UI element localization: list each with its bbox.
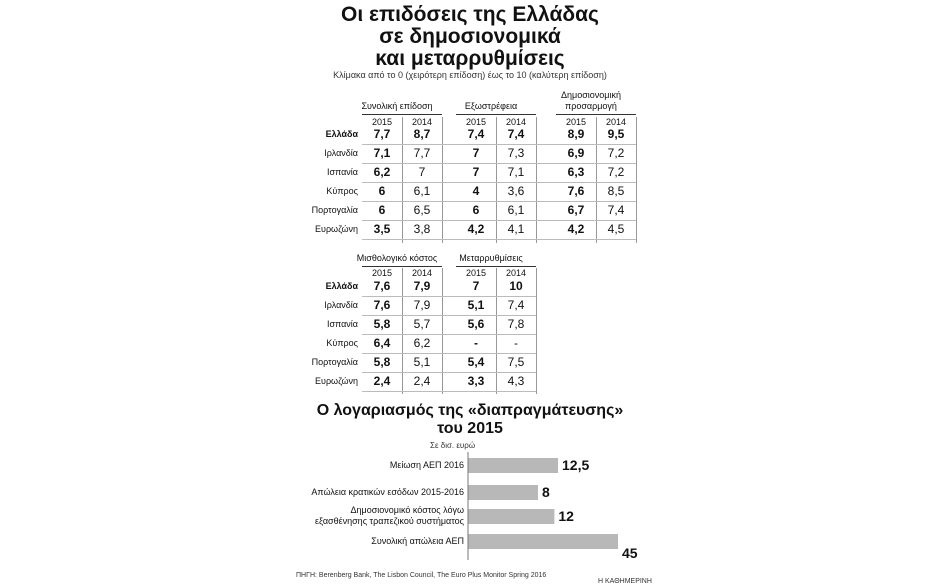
table-cell: 5,6 xyxy=(467,317,485,331)
year-label: 2014 xyxy=(505,117,527,127)
row-label: Ελλάδα xyxy=(325,129,358,139)
row-label: Πορτογαλία xyxy=(311,357,358,367)
table-cell: 7,3 xyxy=(507,146,525,160)
table-cell: - xyxy=(514,336,518,350)
row-label: Κύπρος xyxy=(326,186,358,196)
table-cell: 7 xyxy=(472,165,480,179)
table-cell: 6,9 xyxy=(567,146,585,160)
table-cell: 7,9 xyxy=(413,279,431,293)
table-cell: 6,4 xyxy=(373,336,391,350)
row-rule xyxy=(362,334,536,335)
table-cell: 6,5 xyxy=(413,203,431,217)
table-cell: 7,7 xyxy=(413,146,431,160)
column-divider xyxy=(442,117,443,243)
column-divider xyxy=(442,268,443,394)
column-divider xyxy=(636,117,637,243)
table-cell: 7 xyxy=(418,165,426,179)
table-cell: 4,3 xyxy=(507,374,525,388)
table-cell: 7,2 xyxy=(607,146,625,160)
table-cell: 6,1 xyxy=(413,184,431,198)
table-cell: 7 xyxy=(472,279,480,293)
header-rule xyxy=(362,114,442,115)
table-cell: 6,2 xyxy=(413,336,431,350)
row-rule xyxy=(362,296,536,297)
table-cell: 7 xyxy=(472,146,480,160)
year-label: 2015 xyxy=(371,268,393,278)
row-rule xyxy=(362,144,636,145)
table-cell: 6,2 xyxy=(373,165,391,179)
title-line-2: σε δημοσιονομικά xyxy=(379,25,561,48)
table-cell: 6 xyxy=(378,203,386,217)
table-cell: 4,5 xyxy=(607,222,625,236)
bar-category-label: Δημοσιονομικό κόστος λόγω xyxy=(350,505,464,515)
row-label: Πορτογαλία xyxy=(311,205,358,215)
column-header: Συνολική επίδοση xyxy=(361,101,433,111)
bar xyxy=(468,534,618,549)
bar-category-label: Απώλεια κρατικών εσόδων 2015-2016 xyxy=(311,487,464,497)
table-cell: 2,4 xyxy=(413,374,431,388)
row-label: Ισπανία xyxy=(326,167,358,177)
row-rule xyxy=(362,391,536,392)
year-label: 2014 xyxy=(505,268,527,278)
row-label: Ευρωζώνη xyxy=(315,376,358,386)
publisher-brand: Η ΚΑΘΗΜΕΡΙΝΗ xyxy=(598,578,652,585)
row-rule xyxy=(362,315,536,316)
table-cell: 7,6 xyxy=(373,298,391,312)
column-header: προσαρμογή xyxy=(565,101,617,111)
bar-category-label: Συνολική απώλεια ΑΕΠ xyxy=(371,536,464,546)
table-cell: 5,8 xyxy=(373,355,391,369)
table-cell: 10 xyxy=(509,279,523,293)
table-cell: 7,6 xyxy=(373,279,391,293)
header-rule xyxy=(456,266,536,267)
table-cell: 5,7 xyxy=(413,317,431,331)
table-cell: 3,8 xyxy=(413,222,431,236)
source-note: ΠΗΓΗ: Berenberg Bank, The Lisbon Council, The Euro Plus Monitor Spring 2016 xyxy=(296,572,547,579)
year-label: 2015 xyxy=(465,117,487,127)
bar-category-label: Μείωση ΑΕΠ 2016 xyxy=(389,460,464,470)
header-rule xyxy=(556,114,636,115)
row-rule xyxy=(362,372,536,373)
table-cell: 6,7 xyxy=(567,203,585,217)
bar-chart-unit: Σε δισ. ευρώ xyxy=(430,441,476,450)
table-cell: 4,2 xyxy=(467,222,485,236)
table-cell: 7,7 xyxy=(373,127,391,141)
bar-category-label: εξασθένησης τραπεζικού συστήματος xyxy=(315,516,464,526)
row-rule xyxy=(362,239,636,240)
table-cell: - xyxy=(474,336,478,350)
row-label: Ιρλανδία xyxy=(324,300,358,310)
table-cell: 2,4 xyxy=(373,374,391,388)
row-rule xyxy=(362,201,636,202)
year-label: 2014 xyxy=(411,117,433,127)
table-cell: 9,5 xyxy=(607,127,625,141)
row-label: Ισπανία xyxy=(326,319,358,329)
table-cell: 7,1 xyxy=(373,146,391,160)
title-line-3: και μεταρρυθμίσεις xyxy=(375,47,565,70)
bar-value-label: 45 xyxy=(622,545,638,561)
table-cell: 3,3 xyxy=(467,374,485,388)
column-divider xyxy=(536,117,537,243)
year-label: 2015 xyxy=(371,117,393,127)
header-rule xyxy=(362,266,442,267)
table-cell: 6,1 xyxy=(507,203,525,217)
row-label: Κύπρος xyxy=(326,338,358,348)
bar-chart-title-line-2: του 2015 xyxy=(437,420,503,437)
table-cell: 3,5 xyxy=(373,222,391,236)
row-rule xyxy=(362,353,536,354)
column-header: Δημοσιονομική xyxy=(561,90,621,100)
table-cell: 5,4 xyxy=(467,355,485,369)
table-cell: 7,9 xyxy=(413,298,431,312)
year-label: 2014 xyxy=(411,268,433,278)
bar xyxy=(468,458,558,473)
bar xyxy=(468,485,538,500)
table-cell: 3,6 xyxy=(507,184,525,198)
table-cell: 6 xyxy=(378,184,386,198)
table-cell: 7,8 xyxy=(507,317,525,331)
row-rule xyxy=(362,163,636,164)
bar-value-label: 12 xyxy=(558,508,574,524)
title-line-1: Οι επιδόσεις της Ελλάδας xyxy=(341,3,599,26)
table-cell: 7,5 xyxy=(507,355,525,369)
row-label: Ευρωζώνη xyxy=(315,224,358,234)
table-cell: 7,4 xyxy=(467,127,485,141)
table-cell: 4,2 xyxy=(567,222,585,236)
chart-subtitle: Κλίμακα από το 0 (χειρότερη επίδοση) έως το 10 (καλύτερη επίδοση) xyxy=(333,70,607,80)
table-cell: 7,6 xyxy=(567,184,585,198)
column-header: Μεταρρυθμίσεις xyxy=(459,253,523,263)
bar-value-label: 8 xyxy=(542,484,550,500)
table-cell: 8,5 xyxy=(607,184,625,198)
row-label: Ιρλανδία xyxy=(324,148,358,158)
row-rule xyxy=(362,220,636,221)
table-cell: 8,7 xyxy=(413,127,431,141)
table-cell: 5,1 xyxy=(413,355,431,369)
bar-chart-title-line-1: Ο λογαριασμός της «διαπραγμάτευσης» xyxy=(316,402,624,419)
table-cell: 6,3 xyxy=(567,165,585,179)
table-cell: 7,4 xyxy=(507,127,525,141)
table-cell: 6 xyxy=(472,203,480,217)
bar xyxy=(468,509,554,524)
row-label: Ελλάδα xyxy=(325,281,358,291)
column-header: Μισθολογικό κόστος xyxy=(356,253,438,263)
year-label: 2015 xyxy=(465,268,487,278)
header-rule xyxy=(456,114,536,115)
table-cell: 5,8 xyxy=(373,317,391,331)
table-cell: 4,1 xyxy=(507,222,525,236)
table-cell: 7,2 xyxy=(607,165,625,179)
row-rule xyxy=(362,182,636,183)
year-label: 2015 xyxy=(565,117,587,127)
table-cell: 4 xyxy=(472,184,480,198)
table-cell: 5,1 xyxy=(467,298,485,312)
year-label: 2014 xyxy=(605,117,627,127)
bar-value-label: 12,5 xyxy=(562,457,590,473)
column-header: Εξωστρέφεια xyxy=(464,101,518,111)
table-cell: 8,9 xyxy=(567,127,585,141)
table-cell: 7,4 xyxy=(607,203,625,217)
column-divider xyxy=(536,268,537,394)
table-cell: 7,4 xyxy=(507,298,525,312)
table-cell: 7,1 xyxy=(507,165,525,179)
